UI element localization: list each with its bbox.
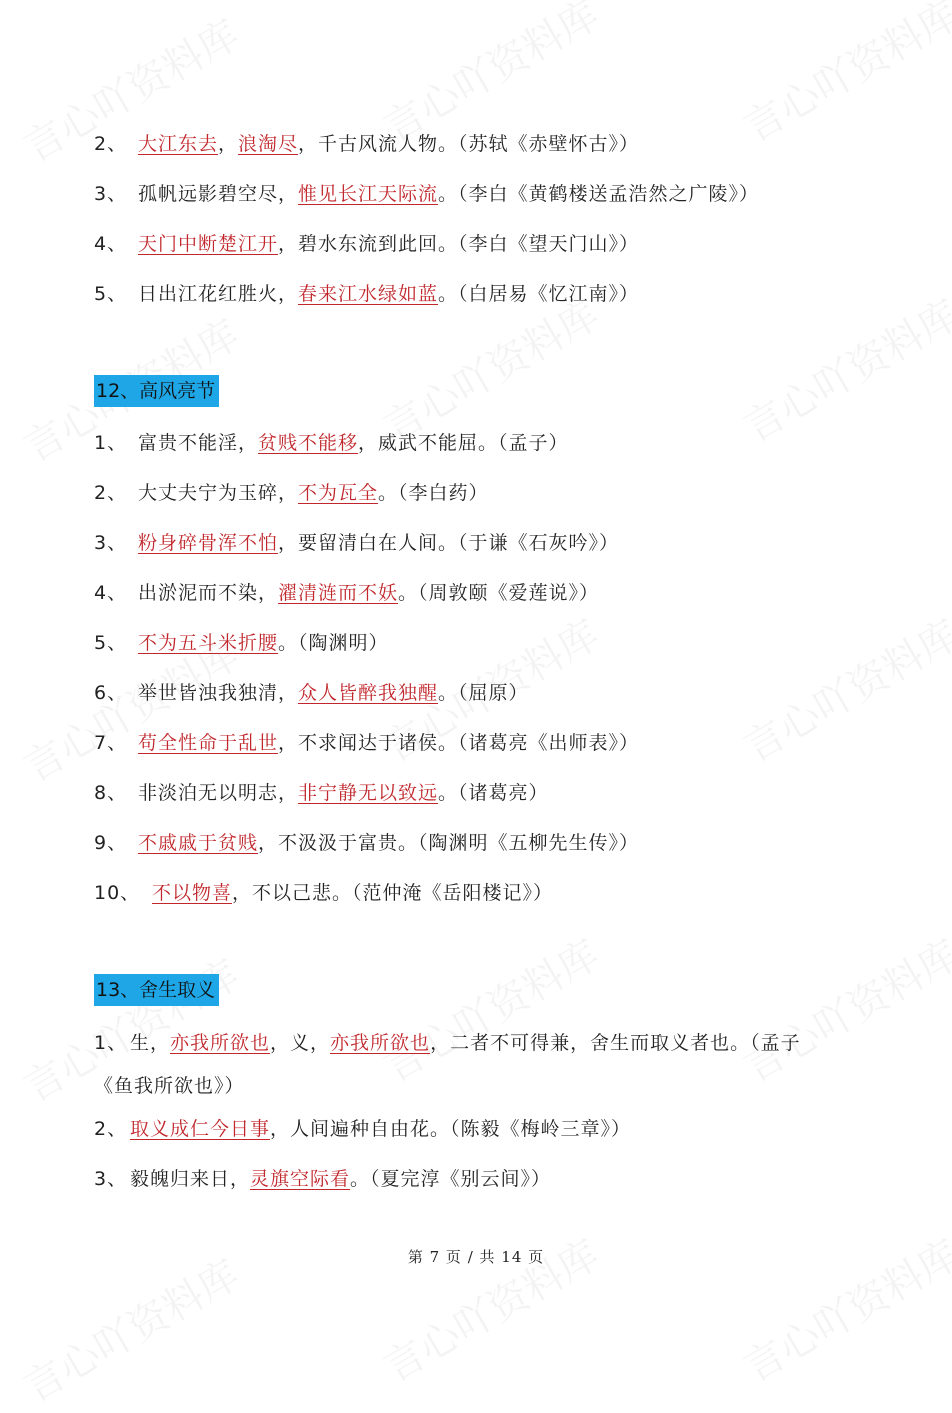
watermark-text	[732, 604, 952, 773]
quote-line	[94, 1164, 551, 1191]
watermark-text	[732, 284, 952, 453]
quote-line	[94, 528, 619, 555]
answer-text: 大江东去	[138, 133, 219, 155]
line-text: 举世皆浊我独清，	[138, 682, 299, 704]
quote-line	[94, 778, 549, 805]
line-text: ，威武不能屈。（孟子）	[358, 432, 569, 454]
answer-text: 众人皆醉我独醒	[298, 682, 439, 704]
line-text: 《鱼我所欲也》）	[94, 1075, 245, 1097]
line-number: 3、	[94, 532, 128, 554]
quote-line	[94, 1114, 631, 1141]
quote-line	[94, 129, 639, 156]
watermark-text	[12, 1244, 248, 1413]
line-text: 。（夏完淳《别云间》）	[350, 1168, 552, 1190]
answer-text: 春来江水绿如蓝	[298, 283, 439, 305]
line-number: 1、	[94, 432, 128, 454]
answer-text: 惟见长江天际流	[298, 183, 439, 205]
answer-text: 不以物喜	[152, 882, 233, 904]
line-text: ，	[218, 133, 239, 155]
answer-text: 亦我所欲也	[330, 1032, 431, 1054]
line-number: 7、	[94, 732, 128, 754]
line-text: 。（周敦颐《爱莲说》）	[398, 582, 600, 604]
page-footer: 第 7 页 / 共 14 页	[407, 1248, 545, 1266]
answer-text: 非宁静无以致远	[298, 782, 439, 804]
line-text: 毅魄归来日，	[130, 1168, 251, 1190]
line-text: ，二者不可得兼，舍生而取义者也。（孟子	[430, 1032, 801, 1054]
line-text: ，碧水东流到此回。（李白《望天门山》）	[278, 233, 640, 255]
answer-text: 不戚戚于贫贱	[138, 832, 259, 854]
watermark-text	[372, 924, 608, 1093]
answer-text: 粉身碎骨浑不怕	[138, 532, 279, 554]
answer-text: 不为瓦全	[298, 482, 379, 504]
line-number: 5、	[94, 283, 128, 305]
line-text: ，人间遍种自由花。（陈毅《梅岭三章》）	[270, 1118, 632, 1140]
line-number: 2、	[94, 482, 128, 504]
quote-line	[94, 428, 569, 455]
line-text: 孤帆远影碧空尽，	[138, 183, 299, 205]
line-number: 8、	[94, 782, 128, 804]
quote-line	[94, 878, 553, 905]
line-text: 非淡泊无以明志，	[138, 782, 299, 804]
line-number: 2、	[94, 133, 128, 155]
section-13-heading: 13、舍生取义	[94, 974, 219, 1006]
watermark-text	[732, 0, 952, 153]
line-text: ，不汲汲于富贵。（陶渊明《五柳先生传》）	[258, 832, 640, 854]
line-text: 大丈夫宁为玉碎，	[138, 482, 299, 504]
answer-text: 濯清涟而不妖	[278, 582, 399, 604]
line-text: 。（陶渊明）	[278, 632, 389, 654]
line-number: 3、	[94, 183, 128, 205]
line-number: 4、	[94, 582, 128, 604]
quote-line	[94, 179, 759, 206]
answer-text: 贫贱不能移	[258, 432, 359, 454]
line-number: 5、	[94, 632, 128, 654]
quote-line	[94, 578, 599, 605]
answer-text: 亦我所欲也	[170, 1032, 271, 1054]
line-text: 。（李白药）	[378, 482, 489, 504]
answer-text: 浪淘尽	[238, 133, 299, 155]
line-number: 3、	[94, 1168, 128, 1190]
line-text: ，不以己悲。（范仲淹《岳阳楼记》）	[232, 882, 554, 904]
quote-line	[94, 628, 389, 655]
line-number: 6、	[94, 682, 128, 704]
line-number: 1、	[94, 1032, 128, 1054]
answer-text: 取义成仁今日事	[130, 1118, 271, 1140]
line-text: 。（白居易《忆江南》）	[438, 283, 640, 305]
line-text: 。（李白《黄鹤楼送孟浩然之广陵》）	[438, 183, 760, 205]
line-text: 富贵不能淫，	[138, 432, 259, 454]
quote-line	[94, 1028, 801, 1055]
section-12-heading: 12、高风亮节	[94, 375, 219, 407]
line-text: ，千古风流人物。（苏轼《赤壁怀古》）	[298, 133, 640, 155]
quote-line	[94, 478, 489, 505]
line-text: ，要留清白在人间。（于谦《石灰吟》）	[278, 532, 620, 554]
line-text: 。（诸葛亮）	[438, 782, 549, 804]
quote-line	[94, 678, 529, 705]
line-text: ，义，	[270, 1032, 331, 1054]
line-number: 9、	[94, 832, 128, 854]
quote-line	[94, 229, 639, 256]
answer-text: 天门中断楚江开	[138, 233, 279, 255]
quote-line	[94, 1071, 245, 1098]
line-number: 10、	[94, 882, 141, 904]
line-text: 生，	[130, 1032, 171, 1054]
line-text: 日出江花红胜火，	[138, 283, 299, 305]
watermark-text	[732, 924, 952, 1093]
line-text: ，不求闻达于诸侯。（诸葛亮《出师表》）	[278, 732, 640, 754]
line-number: 2、	[94, 1118, 128, 1140]
line-text: 出淤泥而不染，	[138, 582, 279, 604]
quote-line	[94, 279, 639, 306]
line-text: 。（屈原）	[438, 682, 529, 704]
line-number: 4、	[94, 233, 128, 255]
quote-line	[94, 728, 639, 755]
answer-text: 苟全性命于乱世	[138, 732, 279, 754]
answer-text: 灵旗空际看	[250, 1168, 351, 1190]
quote-line	[94, 828, 639, 855]
answer-text: 不为五斗米折腰	[138, 632, 279, 654]
